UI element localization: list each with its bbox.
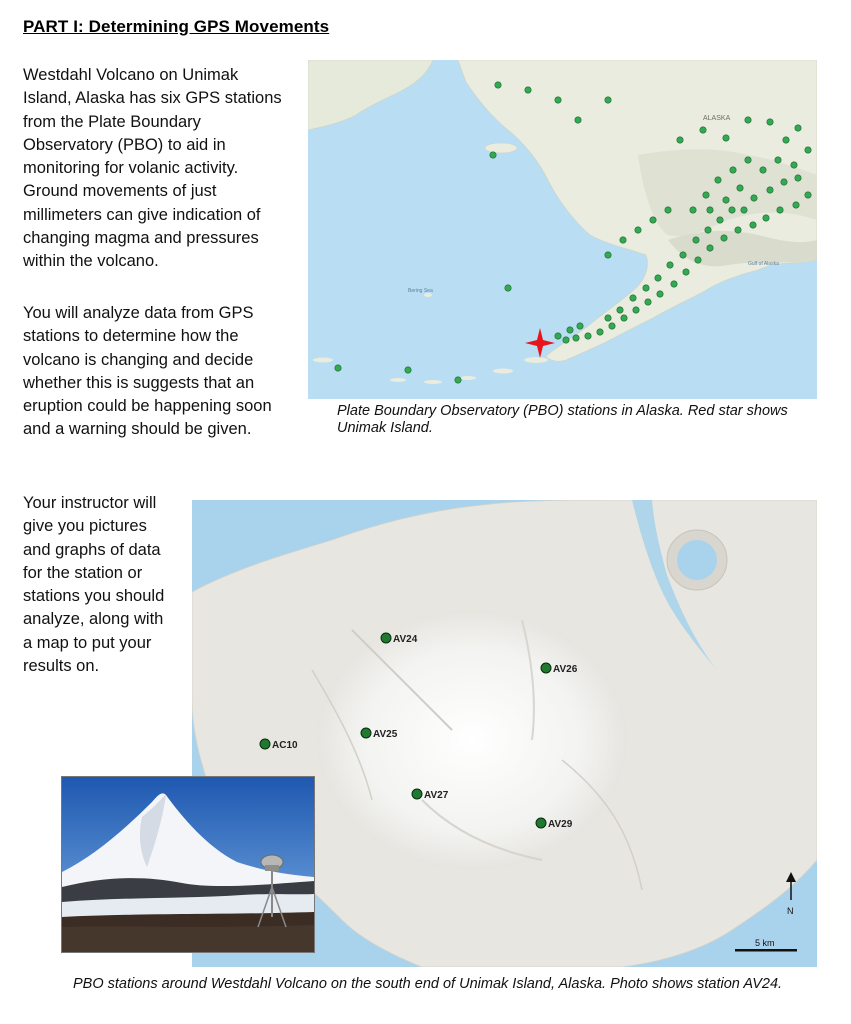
station-av27 <box>412 789 449 801</box>
pbo-station-dot <box>707 207 713 213</box>
scale-label: 5 km <box>755 938 775 948</box>
pbo-station-dot <box>705 227 711 233</box>
pbo-station-dot <box>525 87 531 93</box>
pbo-station-dot <box>577 323 583 329</box>
pbo-station-dot <box>575 117 581 123</box>
pbo-station-dot <box>693 237 699 243</box>
pbo-station-dot <box>683 269 689 275</box>
pbo-station-dot <box>665 207 671 213</box>
pbo-station-dot <box>635 227 641 233</box>
pbo-station-dot <box>490 152 496 158</box>
station-av24-photo <box>61 776 315 953</box>
alaska-region-label: ALASKA <box>703 115 731 122</box>
station-av25 <box>361 728 398 740</box>
pbo-station-dot <box>335 365 341 371</box>
pbo-station-dot <box>555 333 561 339</box>
pbo-station-dot <box>703 192 709 198</box>
pbo-station-dot <box>567 327 573 333</box>
pbo-station-dot <box>730 167 736 173</box>
pbo-station-dot <box>597 329 603 335</box>
pbo-station-dot <box>791 162 797 168</box>
svg-text:AV26: AV26 <box>553 664 578 675</box>
station-av26 <box>541 663 578 675</box>
intro-paragraph-3: Your instructor will give you pictures and graphs of data for the station or stations you should analyze, along with a map to put your results on. <box>23 494 165 676</box>
alaska-map-graphic <box>308 60 817 399</box>
pbo-station-dot <box>555 97 561 103</box>
pbo-station-dot <box>495 82 501 88</box>
pbo-station-dot <box>585 333 591 339</box>
pbo-station-dot <box>735 227 741 233</box>
pbo-station-dot <box>605 252 611 258</box>
pbo-station-dot <box>657 291 663 297</box>
pbo-station-dot <box>751 195 757 201</box>
pbo-station-dot <box>677 137 683 143</box>
pbo-station-dot <box>405 367 411 373</box>
station-ac10 <box>260 739 298 751</box>
gulf-of-alaska-label: Gulf of Alaska <box>748 261 779 267</box>
svg-text:AV27: AV27 <box>424 790 449 801</box>
pbo-station-dot <box>767 119 773 125</box>
pbo-station-dot <box>633 307 639 313</box>
pbo-station-dot <box>671 281 677 287</box>
pbo-station-dot <box>630 295 636 301</box>
pbo-station-dot <box>723 135 729 141</box>
pbo-station-dot <box>805 147 811 153</box>
pbo-station-dot <box>741 207 747 213</box>
pbo-station-dot <box>621 315 627 321</box>
bering-sea-label: Bering Sea <box>408 288 433 294</box>
station-av29 <box>536 818 573 830</box>
pbo-station-dot <box>805 192 811 198</box>
svg-text:AV24: AV24 <box>393 634 418 645</box>
pbo-station-dot <box>605 97 611 103</box>
pbo-station-dot <box>723 197 729 203</box>
pbo-station-dot <box>690 207 696 213</box>
intro-paragraph-1: Westdahl Volcano on Unimak Island, Alaska has six GPS stations from the Plate Boundary Observatory (PBO) to aid in monitoring for volanic activity. Ground movements of just millimeters can give indication of changing magma and pressures within the volcano. <box>23 66 282 271</box>
pbo-station-dot <box>795 175 801 181</box>
intro-paragraph-2: You will analyze data from GPS stations to determine how the volcano is changing and decide whether this is suggests that an eruption could be happening soon and a warning should be given. <box>23 304 272 439</box>
pbo-station-dot <box>777 207 783 213</box>
pbo-station-dot <box>745 157 751 163</box>
pbo-station-dot <box>667 262 673 268</box>
pbo-station-dot <box>609 323 615 329</box>
pbo-station-dot <box>783 137 789 143</box>
pbo-station-dot <box>750 222 756 228</box>
pbo-station-dot <box>763 215 769 221</box>
page-heading: PART I: Determining GPS Movements <box>23 17 330 36</box>
pbo-station-dot <box>775 157 781 163</box>
station-av24 <box>381 633 418 645</box>
pbo-station-dot <box>767 187 773 193</box>
pbo-station-dot <box>737 185 743 191</box>
pbo-station-dot <box>721 235 727 241</box>
pbo-station-dot <box>680 252 686 258</box>
alaska-pbo-map <box>308 60 817 399</box>
westdahl-summit-snowfield <box>317 610 627 870</box>
volcano-map-caption: PBO stations around Westdahl Volcano on the south end of Unimak Island, Alaska. Photo shows station AV24. <box>73 976 783 992</box>
pbo-station-dot <box>655 275 661 281</box>
pbo-station-dot <box>505 285 511 291</box>
pbo-station-dot <box>781 179 787 185</box>
alaska-map-caption: Plate Boundary Observatory (PBO) stations in Alaska. Red star shows Unimak Island. <box>337 403 788 436</box>
pbo-station-dot <box>605 315 611 321</box>
pbo-station-dot <box>643 285 649 291</box>
pbo-station-dot <box>715 177 721 183</box>
svg-text:AV29: AV29 <box>548 819 573 830</box>
svg-text:AC10: AC10 <box>272 740 298 751</box>
pbo-station-dot <box>795 125 801 131</box>
pbo-station-dot <box>455 377 461 383</box>
pbo-station-dot <box>707 245 713 251</box>
pbo-station-dot <box>563 337 569 343</box>
pbo-station-dot <box>573 335 579 341</box>
pbo-station-dot <box>793 202 799 208</box>
pbo-station-dot <box>617 307 623 313</box>
svg-text:AV25: AV25 <box>373 729 398 740</box>
pbo-station-dot <box>700 127 706 133</box>
gps-antenna-photo-icon <box>62 777 314 952</box>
pbo-station-dot <box>620 237 626 243</box>
pbo-station-dot <box>717 217 723 223</box>
pbo-station-dot <box>695 257 701 263</box>
pbo-station-dot <box>729 207 735 213</box>
pbo-station-dot <box>650 217 656 223</box>
pbo-station-dot <box>645 299 651 305</box>
pbo-station-dot <box>760 167 766 173</box>
pbo-station-dot <box>745 117 751 123</box>
north-label: N <box>787 906 794 916</box>
